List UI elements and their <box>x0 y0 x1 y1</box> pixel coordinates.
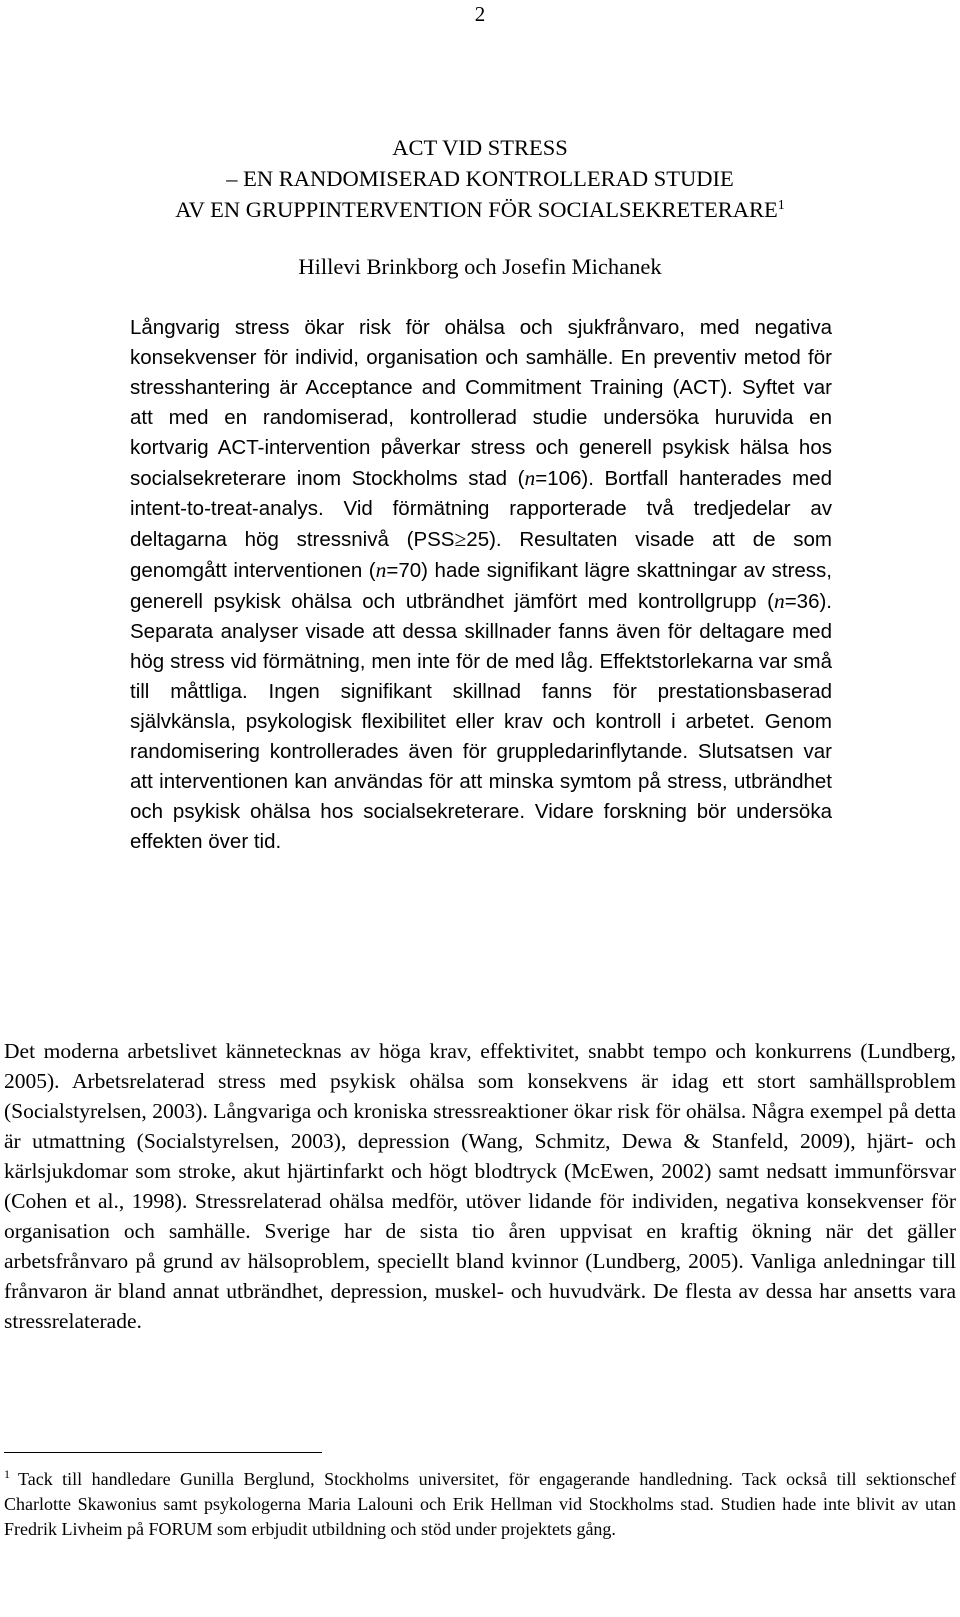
page-number: 2 <box>474 2 486 26</box>
abstract <box>130 313 832 857</box>
title-line-3-text: AV EN GRUPPINTERVENTION FÖR SOCIALSEKRETERARE <box>175 197 778 222</box>
title-line-2: – EN RANDOMISERAD KONTROLLERAD STUDIE <box>226 166 734 191</box>
footnote-marker: 1 <box>4 1467 10 1481</box>
abstract-part-2: =106). Bortfall hanterades med intent-to-treat-analys. Vid förmätning rapporterade två tredjedelar av deltagarna hög stressnivå (PSS <box>130 467 833 551</box>
footnote <box>4 1467 956 1542</box>
authors: Hillevi Brinkborg och Josefin Michanek <box>298 254 662 279</box>
abstract-part-3: 25). Resultaten visade att de som genomgått interventionen ( <box>130 528 832 582</box>
body-paragraph: Det moderna arbetslivet kännetecknas av höga krav, effektivitet, snabbt tempo och konkurrens (Lundberg, 2005). Arbetsrelaterad stress med psykisk ohälsa som konsekvens är idag ett stort samhällsproblem (Socialstyrelsen, 2003). Långvariga och kroniska stressreaktioner ökar risk för ohälsa. Några exempel på detta är utmattning (Socialstyrelsen, 2003), depression (Wang, Schmitz, Dewa & Stanfeld, 2009), hjärt- och kärlsjukdomar som stroke, akut hjärtinfarkt och högt blodtryck (McEwen, 2002) samt nedsatt immunförsvar (Cohen et al., 1998). Stressrelaterad ohälsa medför, utöver lidande för individen, negativa konsekvenser för organisation och samhälle. Sverige har de sista tio åren uppvisat en kraftig ökning när det gäller arbetsfrånvaro på grund av hälsoproblem, speciellt bland kvinnor (Lundberg, 2005). Vanliga anledningar till frånvaron är bland annat utbrändhet, depression, muskel- och huvudvärk. De flesta av dessa har ansetts vara stressrelaterade. <box>4 1039 956 1333</box>
n-symbol: n <box>375 558 387 582</box>
abstract-part-5: =36). Separata analyser visade att dessa skillnader fanns även för deltagare med hög stress vid förmätning, men inte för de med låg. Effektstorlekarna var små till måttliga. Ingen signifikant skillnad fanns för prestationsbaserad självkänsla, psykologisk flexibilitet eller krav och kontroll i arbetet. Genom randomisering kontrollerades även för gruppledarinflytande. Slutsatsen var att interventionen kan användas för att minska symtom på stress, utbrändhet och psykisk ohälsa hos socialsekreterare. Vidare forskning bör undersöka effekten över tid. <box>130 590 832 853</box>
title-line-3 <box>0 194 960 225</box>
abstract-part-1: Långvarig stress ökar risk för ohälsa och sjukfrånvaro, med negativa konsekvenser för individ, organisation och samhälle. En preventiv metod för stresshantering är Acceptance and Commitment Training (ACT). Syftet var att med en randomiserad, kontrollerad studie undersöka huruvida en kortvarig ACT-intervention påverkar stress och generell psykisk hälsa hos socialsekreterare inom Stockholms stad ( <box>130 316 832 490</box>
n-symbol: n <box>524 466 536 490</box>
title-footnote-marker: 1 <box>777 198 785 213</box>
n-symbol: n <box>773 589 785 613</box>
ge-symbol: ≥ <box>454 527 467 551</box>
footnote-text: Tack till handledare Gunilla Berglund, Stockholms universitet, för engagerande handledning. Tack också till sektionschef Charlotte Skawonius samt psykologerna Maria Lalouni och Erik Hellman vid Stockholms stad. Studien hade inte blivit av utan Fredrik Livheim på FORUM som erbjudit utbildning och stöd under projektets gång. <box>4 1469 956 1539</box>
title-line-1: ACT VID STRESS <box>392 135 568 160</box>
footnote-divider <box>4 1452 322 1453</box>
document-title <box>0 132 960 225</box>
abstract-part-4: =70) hade signifikant lägre skattningar av stress, generell psykisk ohälsa och utbrändhet jämfört med kontrollgrupp ( <box>130 559 832 613</box>
